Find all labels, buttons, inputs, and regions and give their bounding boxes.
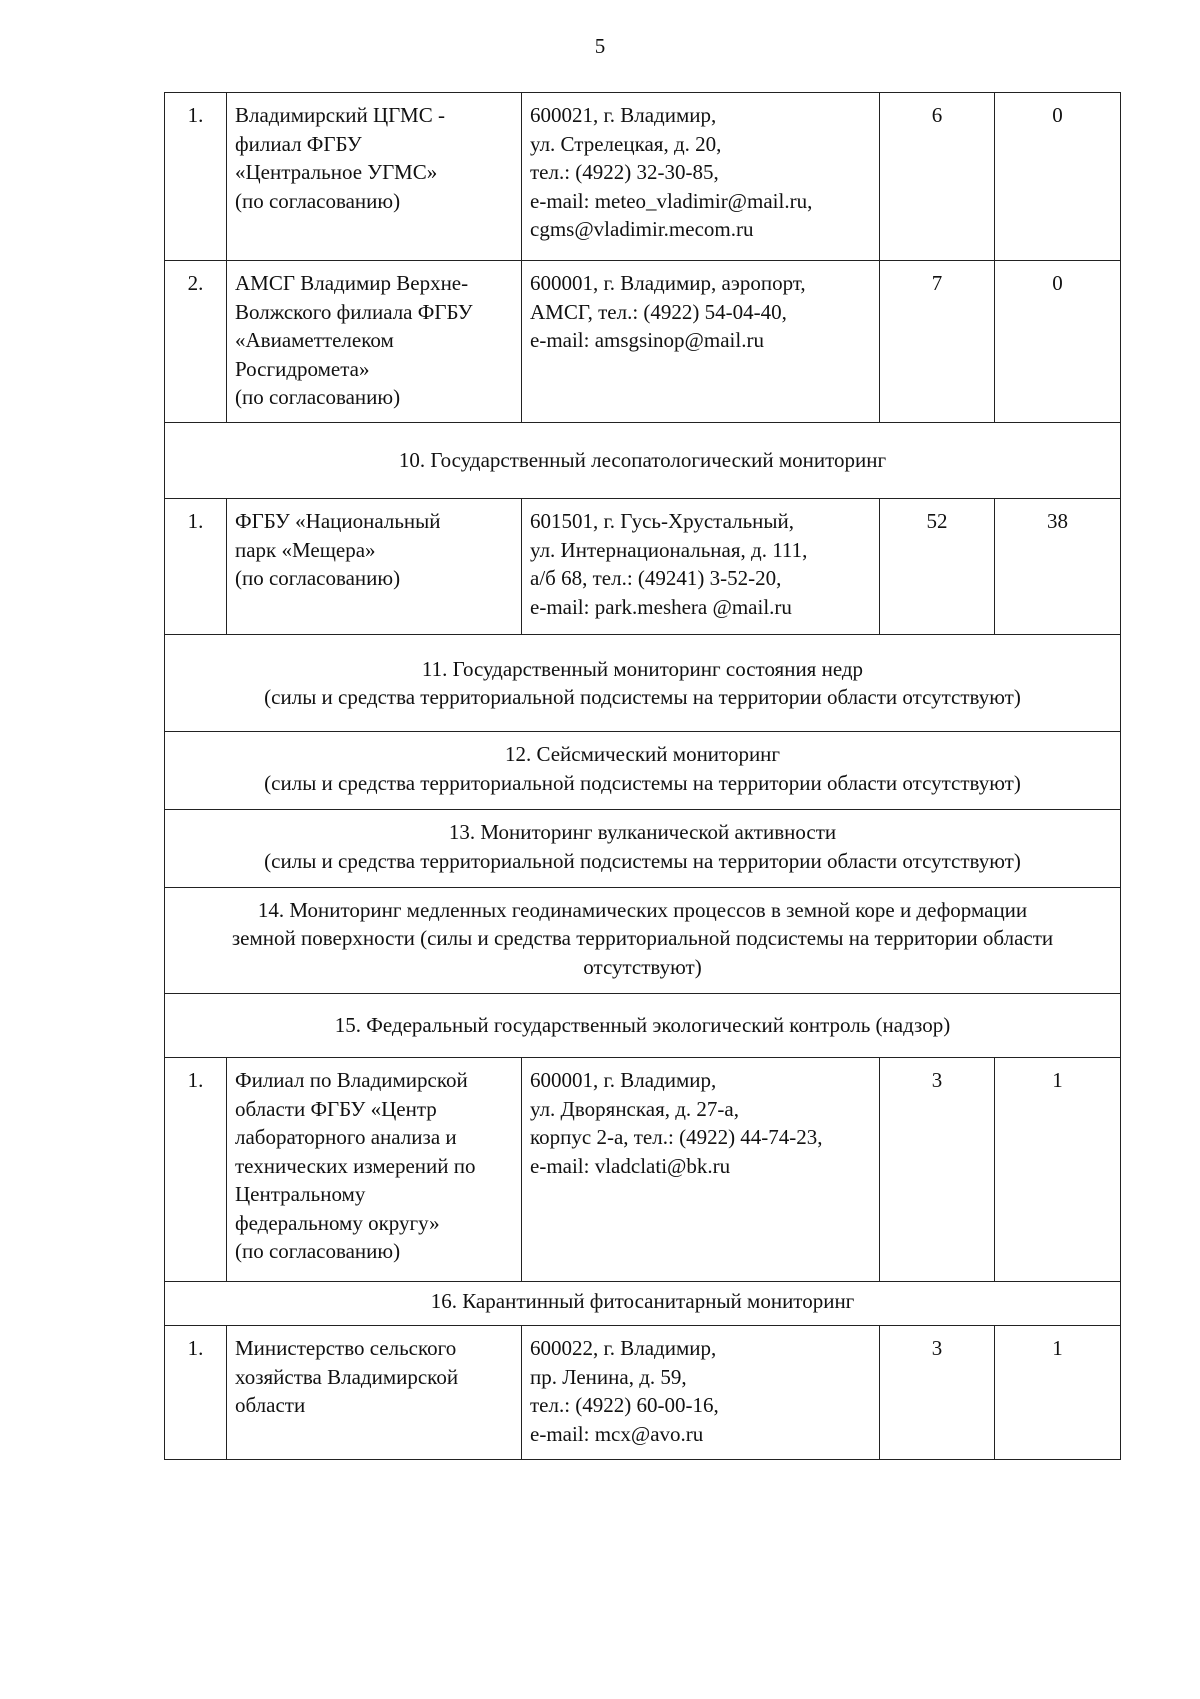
section-title: 12. Сейсмический мониторинг bbox=[504, 742, 781, 766]
organization-cell bbox=[227, 1058, 522, 1282]
address-cell bbox=[522, 499, 880, 635]
organization-cell bbox=[227, 1326, 522, 1460]
section-title: 10. Государственный лесопатологический мониторинг bbox=[165, 423, 1121, 499]
section-title: 11. Государственный мониторинг состояния недр bbox=[421, 656, 864, 681]
org-line: области ФГБУ «Центр bbox=[235, 1096, 437, 1121]
address-cell bbox=[522, 1058, 880, 1282]
org-line: технических измерений по bbox=[235, 1153, 476, 1178]
address-line: 600001, г. Владимир, аэропорт, bbox=[530, 271, 806, 295]
org-line: (по согласованию) bbox=[235, 566, 401, 590]
org-line: (по согласованию) bbox=[235, 188, 401, 213]
page-number: 5 bbox=[594, 34, 606, 58]
value-cell-2: 38 bbox=[995, 499, 1121, 635]
address-line: 601501, г. Гусь-Хрустальный, bbox=[530, 509, 795, 533]
address-line: тел.: (4922) 60-00-16, bbox=[530, 1393, 719, 1417]
org-line: Центральному bbox=[235, 1182, 366, 1206]
org-line: области bbox=[235, 1393, 306, 1417]
value-cell-1: 52 bbox=[880, 499, 995, 635]
organization-cell bbox=[227, 499, 522, 635]
table-row bbox=[165, 499, 1121, 635]
section-title-line: 14. Мониторинг медленных геодинамических процессов в земной коре и деформации bbox=[257, 897, 1028, 922]
organization-cell bbox=[227, 261, 522, 423]
row-number: 1. bbox=[165, 1326, 227, 1460]
value-cell-1: 3 bbox=[880, 1326, 995, 1460]
email-line: e-mail: vladclati@bk.ru bbox=[530, 1153, 731, 1178]
address-line: 600001, г. Владимир, bbox=[530, 1068, 717, 1092]
address-line: 600021, г. Владимир, bbox=[530, 103, 717, 127]
section-header-11 bbox=[165, 635, 1121, 732]
row-number: 1. bbox=[165, 93, 227, 261]
org-line: «Авиаметтелеком bbox=[235, 328, 394, 352]
section-header-15 bbox=[165, 994, 1121, 1058]
org-line: федеральному округу» bbox=[235, 1210, 440, 1235]
org-line: филиал ФГБУ bbox=[235, 131, 362, 156]
address-line: ул. Интернациональная, д. 111, bbox=[530, 537, 808, 562]
section-note: (силы и средства территориальной подсистемы на территории области отсутствуют) bbox=[264, 848, 1021, 873]
section-title: 15. Федеральный государственный экологический контроль (надзор) bbox=[165, 994, 1121, 1058]
address-line: корпус 2-а, тел.: (4922) 44-74-23, bbox=[530, 1125, 823, 1149]
address-line: ул. Дворянская, д. 27-а, bbox=[530, 1096, 739, 1121]
address-line: АМСГ, тел.: (4922) 54-04-40, bbox=[530, 299, 787, 324]
org-line: Владимирский ЦГМС - bbox=[235, 103, 445, 127]
address-cell bbox=[522, 1326, 880, 1460]
org-line: ФГБУ «Национальный bbox=[235, 509, 441, 533]
section-header-14 bbox=[165, 888, 1121, 994]
org-line: (по согласованию) bbox=[235, 1239, 401, 1263]
address-line: 600022, г. Владимир, bbox=[530, 1336, 717, 1360]
value-cell-2: 0 bbox=[995, 261, 1121, 423]
value-cell-2: 0 bbox=[995, 93, 1121, 261]
table-row bbox=[165, 1058, 1121, 1282]
email-line: cgms@vladimir.mecom.ru bbox=[530, 217, 754, 241]
email-line: e-mail: park.meshera @mail.ru bbox=[530, 594, 792, 619]
value-cell-2: 1 bbox=[995, 1058, 1121, 1282]
org-line: Росгидромета» bbox=[235, 356, 370, 381]
section-note: (силы и средства территориальной подсистемы на территории области отсутствуют) bbox=[264, 770, 1021, 795]
value-cell-1: 3 bbox=[880, 1058, 995, 1282]
org-line: парк «Мещера» bbox=[235, 537, 376, 562]
address-line: а/б 68, тел.: (49241) 3-52-20, bbox=[530, 566, 782, 590]
section-title-line: земной поверхности (силы и средства территориальной подсистемы на территории области bbox=[231, 926, 1054, 951]
row-number: 1. bbox=[165, 1058, 227, 1282]
value-cell-1: 7 bbox=[880, 261, 995, 423]
org-line: Министерство сельского bbox=[235, 1336, 457, 1360]
address-cell bbox=[522, 261, 880, 423]
section-title-line: отсутствуют) bbox=[583, 954, 702, 979]
value-cell-1: 6 bbox=[880, 93, 995, 261]
email-line: e-mail: amsgsinop@mail.ru bbox=[530, 328, 764, 352]
org-line: «Центральное УГМС» bbox=[235, 160, 438, 184]
row-number: 2. bbox=[165, 261, 227, 423]
email-line: e-mail: meteo_vladimir@mail.ru, bbox=[530, 188, 813, 213]
value-cell-2: 1 bbox=[995, 1326, 1121, 1460]
org-line: хозяйства Владимирской bbox=[235, 1364, 459, 1389]
table-row bbox=[165, 93, 1121, 261]
monitoring-table bbox=[164, 92, 1121, 1460]
org-line: (по согласованию) bbox=[235, 385, 401, 409]
org-line: лабораторного анализа и bbox=[235, 1125, 457, 1149]
row-number: 1. bbox=[165, 499, 227, 635]
address-cell bbox=[522, 93, 880, 261]
address-line: ул. Стрелецкая, д. 20, bbox=[530, 131, 722, 156]
org-line: Волжского филиала ФГБУ bbox=[235, 299, 473, 324]
address-line: тел.: (4922) 32-30-85, bbox=[530, 160, 719, 184]
section-title: 13. Мониторинг вулканической активности bbox=[448, 820, 837, 844]
table-row bbox=[165, 1326, 1121, 1460]
table-row bbox=[165, 261, 1121, 423]
email-line: e-mail: mcx@avo.ru bbox=[530, 1421, 704, 1446]
section-title: 16. Карантинный фитосанитарный мониторинг bbox=[165, 1282, 1121, 1326]
section-note: (силы и средства территориальной подсистемы на территории области отсутствуют) bbox=[264, 685, 1021, 709]
section-header-12 bbox=[165, 732, 1121, 810]
organization-cell bbox=[227, 93, 522, 261]
org-line: АМСГ Владимир Верхне- bbox=[235, 271, 469, 295]
section-header-16 bbox=[165, 1282, 1121, 1326]
address-line: пр. Ленина, д. 59, bbox=[530, 1364, 687, 1389]
section-header-10 bbox=[165, 423, 1121, 499]
org-line: Филиал по Владимирской bbox=[235, 1068, 468, 1092]
section-header-13 bbox=[165, 810, 1121, 888]
